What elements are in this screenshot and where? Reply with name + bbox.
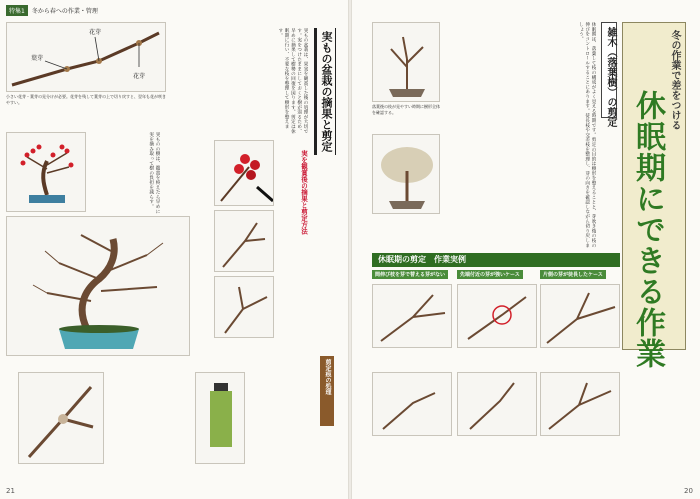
wound-care-photo: [18, 372, 104, 464]
diagram-label-1: 花芽: [89, 29, 102, 36]
fruiting-bonsai-photo: [6, 132, 86, 212]
header-title: 冬から春への作業・管理: [31, 8, 98, 15]
branch-diagram-photo: [6, 22, 166, 92]
feature-tag: 特集1: [6, 5, 28, 16]
column-head-3: 片側の芽が徒長したケース: [540, 270, 606, 279]
example-branch-4: [373, 373, 452, 436]
example-photo-6: [540, 372, 620, 436]
wound-care-label: 剪定痕の処理: [320, 356, 334, 426]
example-photo-1: [372, 284, 452, 348]
winter-tree-2: [373, 135, 440, 214]
example-band-title: 休眠期の剪定 作業実例: [378, 255, 466, 264]
example-photo-2: [457, 284, 537, 348]
page-header: [6, 5, 98, 16]
sealant-illustration: [196, 373, 245, 464]
diagram-label-2: 葉芽: [31, 55, 44, 62]
example-photo-3: [540, 284, 620, 348]
main-bonsai-photo: [6, 216, 190, 356]
example-branch-1: [373, 285, 452, 348]
left-section-heading: 実もの盆栽の摘果と剪定: [314, 28, 336, 155]
winter-tree-photo-1: [372, 22, 440, 102]
berry-closeup: [215, 141, 274, 206]
berry-closeup-photo: [214, 140, 274, 206]
example-branch-2: [458, 285, 537, 348]
tree-caption: 落葉後の枝が見やすい時期に樹形全体を確認する。: [372, 104, 440, 115]
fruiting-bonsai-illustration: [7, 133, 86, 212]
pruned-twig-photo-2: [214, 276, 274, 338]
fruit-intro-text: 実ものの樹は、鑑賞を終えたら早めに実を摘み取って樹の負担を減らす。: [148, 132, 160, 214]
sealant-photo: [195, 372, 245, 464]
column-head-1: 間伸び枝を芽で替える芽がない: [372, 270, 448, 279]
column-head-2: 先端付近の芽が強いケース: [457, 270, 523, 279]
winter-tree-photo-2: [372, 134, 440, 214]
example-branch-6: [541, 373, 620, 436]
main-bonsai-illustration: [7, 217, 190, 356]
right-body-text: 休眠期は、落葉して枝の構成がよく見える時期です。剪定の目的は樹形を整えることと、芽吹き後の枝の伸びをコントロールすることにあります。徒長枝や交差枝を整理し、芽の向きを確認しながら切り戻しましょう。: [578, 22, 596, 248]
right-page-number: 20: [684, 487, 693, 495]
winter-tree-1: [373, 23, 440, 102]
example-branch-5: [458, 373, 537, 436]
feature-title: 休眠期にできる作業: [630, 90, 665, 369]
left-red-label: 実を観賞後の摘果と剪定方法: [300, 150, 308, 235]
page-gutter: [348, 0, 352, 499]
example-band: [372, 253, 620, 267]
left-body-text: 実もの盆栽は、果実を観賞した後の処理が大切です。実をつけたままにしておくと樹が弱るため、早めに摘果して樹勢の回復を図ります。剪定は休眠期に行い、不要な枝を整理して樹形を整えます。: [277, 28, 308, 134]
wound-care-illustration: [19, 373, 104, 464]
left-page-number: 21: [6, 487, 15, 495]
diagram-label-3: 花芽: [133, 73, 146, 80]
pruned-twig-photo-1: [214, 210, 274, 272]
pruned-twig-2: [215, 277, 274, 338]
diagram-caption: 小さい花芽・葉芽の見分けが必要。花芽を残して葉芽の上で切り戻すと、翌年も花が咲きやすい。: [6, 94, 166, 105]
title-kicker: 冬の作業で差をつける: [669, 30, 680, 130]
pruned-twig-1: [215, 211, 274, 272]
example-branch-3: [541, 285, 620, 348]
right-subheading: 雑木（落葉樹）の剪定: [605, 27, 616, 127]
example-photo-5: [457, 372, 537, 436]
example-photo-4: [372, 372, 452, 436]
